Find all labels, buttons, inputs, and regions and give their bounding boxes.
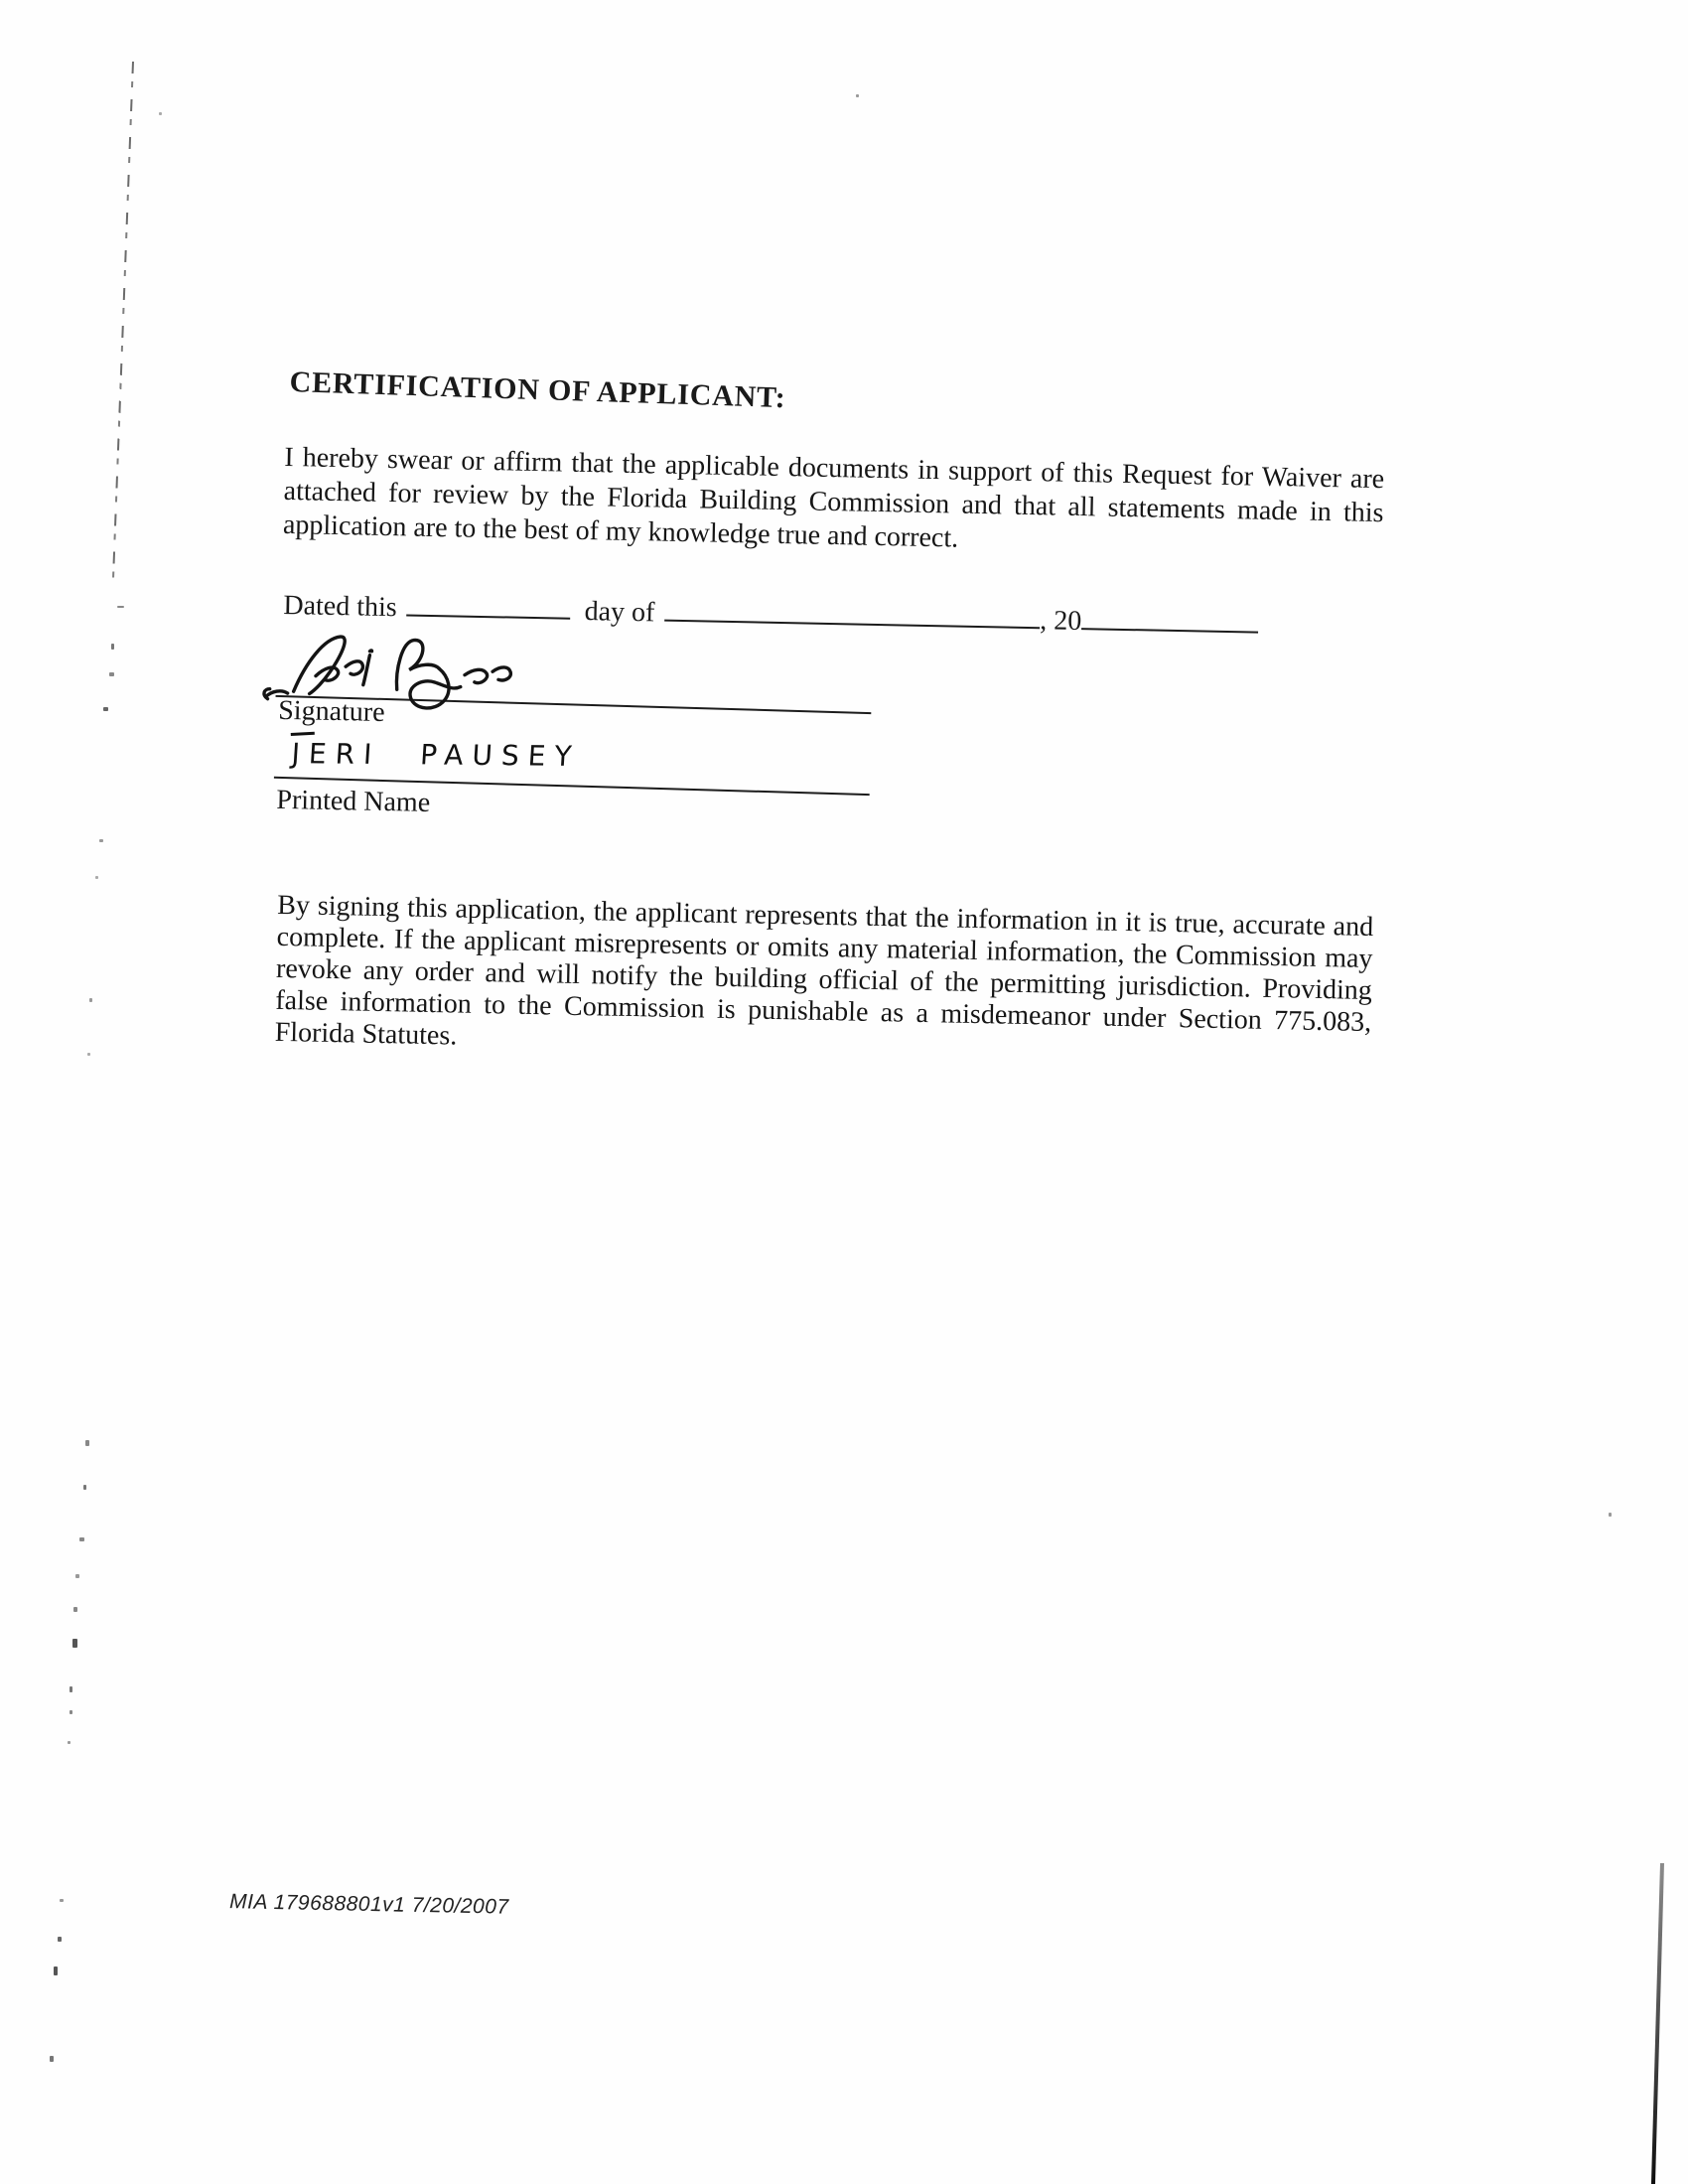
document-title: CERTIFICATION OF APPLICANT: <box>289 365 787 415</box>
scan-speck <box>73 1607 77 1612</box>
scan-speck <box>83 1485 86 1490</box>
scan-speck <box>95 876 98 879</box>
scan-speck <box>60 1899 64 1902</box>
scan-speck <box>117 606 124 608</box>
footer-reference: MIA 179688801v1 7/20/2007 <box>228 1890 509 1919</box>
legal-paragraph: By signing this application, the applicant represents that the information in it is true, accurate and complete. If the applicant misrepresents or omits any material information, the Commission may revoke any order and will notify the building official of the permitting jurisdiction. Providing false information to the Commission is punishable as a misdemeanor under Section 775.083, Florida Statutes. <box>274 889 1374 1052</box>
scan-speck <box>68 1741 70 1744</box>
printed-name-handwriting: JERI PAUSEY <box>290 737 582 773</box>
scan-speck <box>87 1053 90 1056</box>
scan-speck <box>72 1639 77 1648</box>
dated-this-label: Dated this <box>283 589 397 624</box>
signature-label: Signature <box>277 694 385 729</box>
scan-speck <box>89 998 92 1002</box>
scan-speck <box>99 839 103 842</box>
month-blank-field <box>664 592 1041 630</box>
year-blank-field <box>1081 600 1259 634</box>
scan-speck <box>159 112 162 115</box>
scan-speck <box>856 94 859 97</box>
year-prefix-label: , 20 <box>1040 605 1082 638</box>
printed-name-label: Printed Name <box>276 784 431 818</box>
day-blank-field <box>407 586 572 619</box>
scan-speck <box>58 1937 62 1942</box>
scan-speck <box>70 1710 72 1714</box>
scan-speck <box>70 1686 72 1692</box>
day-of-label: day of <box>584 596 655 629</box>
scan-speck <box>75 1574 79 1578</box>
scan-speck <box>109 672 114 676</box>
certification-paragraph: I hereby swear or affirm that the applicable documents in support of this Request for Waiver are attached for review by the Florida Building Commission and that all statements made in this application are to the best of my knowledge true and correct. <box>282 441 1385 554</box>
handwriting-stroke <box>291 732 315 736</box>
scan-speck <box>54 1966 58 1975</box>
scan-speck <box>50 2056 54 2062</box>
scan-speck <box>111 644 114 650</box>
scan-speck <box>79 1537 84 1541</box>
scan-speck <box>103 707 108 711</box>
scan-speck <box>1609 1513 1612 1517</box>
scan-speck <box>85 1440 89 1446</box>
